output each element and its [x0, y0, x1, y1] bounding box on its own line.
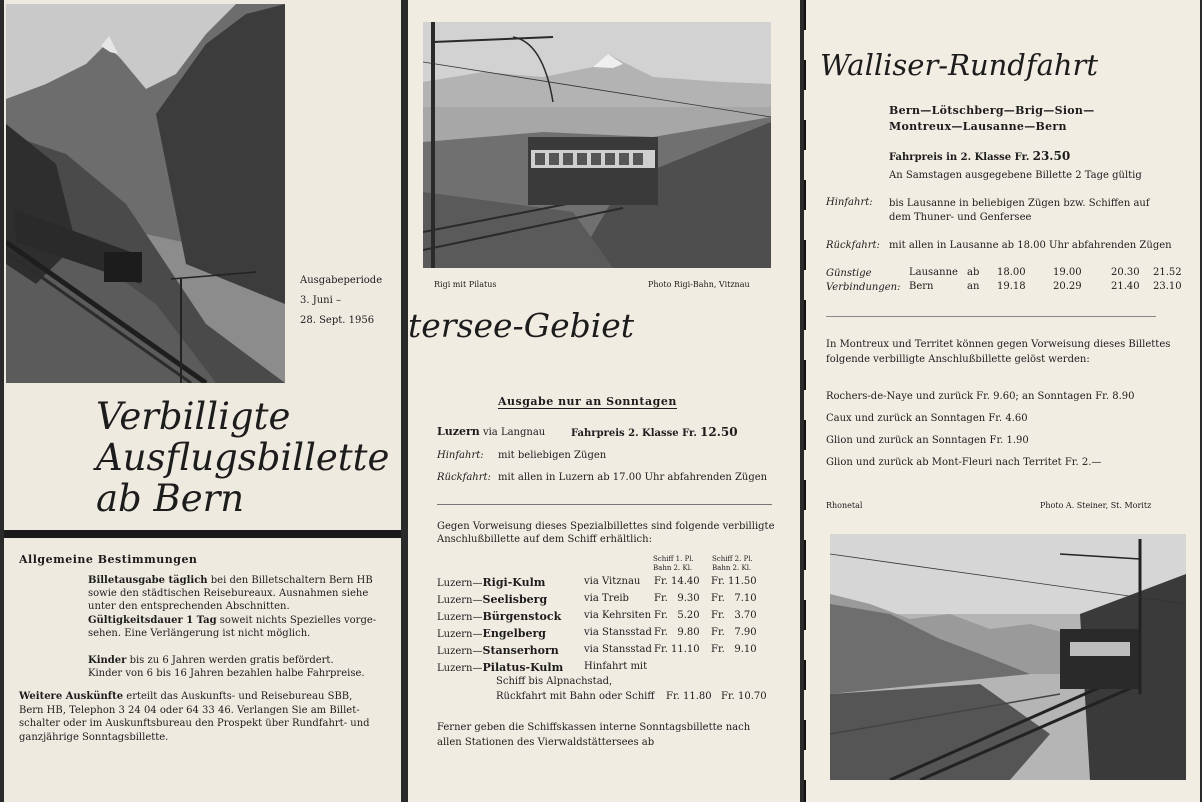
rule2-line2: sehen. Eine Verlängerung ist nicht möglich. [88, 628, 311, 639]
rule1-rest: bei den Billetschaltern Bern HB [207, 575, 373, 586]
pilatus-line1: Hinfahrt mit [584, 661, 648, 672]
conn-time: 23.10 [1153, 281, 1182, 292]
return-text: mit allen in Luzern ab 17.00 Uhr abfahrenden Zügen [498, 472, 768, 483]
photo-caption-right: Photo A. Steiner, St. Moritz [1040, 501, 1152, 510]
issue-period [300, 271, 382, 331]
outbound-label-wrap [826, 197, 873, 208]
fare-from: Luzern— [437, 578, 483, 589]
fare-value: 12.50 [700, 425, 738, 439]
footer-line2: allen Stationen des Vierwaldstättersees ab [437, 737, 655, 748]
outbound-line1: bis Lausanne in beliebigen Zügen bzw. Schiffen auf [889, 198, 1150, 209]
fare-price-2: Fr. 11.50 [711, 576, 757, 587]
rule-ticket-issue [88, 574, 398, 613]
fare-price-2: Fr. 9.10 [711, 644, 757, 655]
return-label: Rückfahrt: [437, 472, 491, 483]
general-heading: Allgemeine Bestimmungen [19, 553, 198, 566]
title-line-1: Verbilligte [96, 395, 291, 438]
fare-from: Luzern— [437, 629, 483, 640]
route-luzern: Luzern [437, 425, 480, 438]
special-ticket-note [437, 520, 774, 546]
outbound-line2: dem Thuner- und Genfersee [889, 212, 1032, 223]
rule1-line2: sowie den städtischen Reisebureaux. Ausnahmen siehe [88, 588, 369, 599]
outbound-text [889, 197, 1150, 225]
fare-price-1: Fr. 9.80 [654, 627, 700, 638]
outbound-label: Hinfahrt: [826, 197, 873, 208]
fare-line [571, 425, 738, 439]
fare-price-1: Fr. 5.20 [654, 610, 700, 621]
rule2-rest: soweit nichts Spezielles vorge- [216, 615, 377, 626]
photo-caption-left: Rhonetal [826, 501, 863, 510]
rigi-railway-photo [423, 22, 771, 268]
fare-from: Luzern— [437, 595, 483, 606]
return-label-wrap [826, 240, 880, 251]
return-label: Rückfahrt: [826, 240, 880, 251]
col2-header [712, 555, 753, 573]
fare-price-1: Fr. 11.80 [666, 691, 712, 702]
section-divider [826, 316, 1156, 317]
fare-label: Fahrpreis 2. Klasse Fr. [571, 428, 697, 439]
conn-label2: Verbindungen: [826, 282, 901, 293]
rhone-valley-photo [830, 534, 1186, 780]
route-line2: Montreux—Lausanne—Bern [889, 120, 1067, 133]
conn-dir: an [967, 281, 980, 292]
section-title: tersee-Gebiet [408, 306, 635, 345]
title-divider [4, 530, 401, 538]
fare-value: 23.50 [1032, 149, 1071, 163]
col1-header [653, 555, 694, 573]
fare-row [437, 610, 561, 623]
fare-price-1: Fr. 9.30 [654, 593, 700, 604]
saturday-note: An Samstagen ausgegebene Billette 2 Tage gültig [889, 170, 1142, 181]
fare-label: Fahrpreis in 2. Klasse Fr. [889, 152, 1030, 163]
title-line-2: Ausflugsbillette [96, 436, 390, 479]
rule2-bold: Gültigkeitsdauer 1 Tag [88, 615, 217, 626]
right-panel [804, 0, 1200, 802]
fare-price-2: Fr. 7.10 [711, 593, 757, 604]
fold-marks [804, 0, 806, 802]
outbound-label: Hinfahrt: [437, 450, 484, 461]
conn-time: 20.29 [1053, 281, 1082, 292]
fare-price-2: Fr. 7.90 [711, 627, 757, 638]
fare-destination: Pilatus-Kulm [482, 661, 564, 674]
offer-item: Caux und zurück an Sonntagen Fr. 4.60 [826, 413, 1028, 424]
conn-time: 18.00 [997, 267, 1026, 278]
section-divider [437, 504, 772, 505]
fare-row-pilatus [437, 661, 563, 674]
rule3-line2: Kinder von 6 bis 16 Jahren bezahlen halbe Fahrpreise. [88, 668, 365, 679]
fare-destination: Engelberg [482, 627, 546, 640]
offer-item: Glion und zurück an Sonntagen Fr. 1.90 [826, 435, 1029, 446]
fare-via: via Stansstad [584, 627, 652, 638]
fare-from: Luzern— [437, 663, 483, 674]
fare-row [437, 627, 546, 640]
conn-time: 20.30 [1111, 267, 1140, 278]
pilatus-line2: Schiff bis Alpnachstad, [496, 676, 613, 687]
montreux-line2: folgende verbilligte Anschlußbillette gelöst werden: [826, 354, 1090, 365]
fare-row [437, 644, 559, 657]
info-line2: Bern HB, Telephon 3 24 04 oder 64 33 46. Verlangen Sie am Billet- [19, 704, 360, 716]
info-line3: schalter oder im Auskunftsbureau den Prospekt über Rundfahrt- und [19, 718, 370, 729]
conn-time: 21.52 [1153, 267, 1182, 278]
col1-header-line2: Bahn 2. Kl. [653, 564, 693, 572]
fare-from: Luzern— [437, 646, 483, 657]
fare-destination: Stanserhorn [482, 644, 559, 657]
rule1-line3: unter den entsprechenden Abschnitten. [88, 601, 290, 612]
fare-row [437, 593, 547, 606]
offer-item: Glion und zurück ab Mont-Fleuri nach Territet Fr. 2.— [826, 457, 1102, 468]
route-via: via Langnau [479, 427, 546, 438]
rule-validity [88, 614, 398, 640]
conn-station: Bern [909, 281, 934, 292]
photo-caption-left: Rigi mit Pilatus [434, 280, 497, 289]
fare-from: Luzern— [437, 612, 483, 623]
rule-children [88, 654, 398, 680]
connections-label [826, 267, 900, 295]
route-line [437, 425, 545, 438]
rule1-bold: Billetausgabe täglich [88, 575, 208, 586]
issue-period-label: Ausgabeperiode [300, 275, 383, 286]
special-line2: Anschlußbillette auf dem Schiff erhältlich: [437, 534, 652, 545]
return-text: mit allen in Lausanne ab 18.00 Uhr abfahrenden Zügen [889, 240, 1172, 251]
rule3-rest: bis zu 6 Jahren werden gratis befördert. [126, 655, 334, 666]
fare-via: via Kehrsiten [584, 610, 652, 621]
conn-time: 19.18 [997, 281, 1026, 292]
conn-dir: ab [967, 267, 980, 278]
sunday-heading: Ausgabe nur an Sonntagen [498, 395, 677, 408]
conn-time: 21.40 [1111, 281, 1140, 292]
footer-line1: Ferner geben die Schiffskassen interne Sonntagsbillette nach [437, 722, 751, 733]
fare-destination: Rigi-Kulm [482, 576, 546, 589]
montreux-line1: In Montreux und Territet können gegen Vorweisung dieses Billettes [826, 339, 1171, 350]
fare-price-1: Fr. 14.40 [654, 576, 700, 587]
left-panel [4, 0, 401, 802]
further-info [19, 690, 397, 744]
walliser-title: Walliser-Rundfahrt [820, 48, 1099, 82]
fare-price-1: Fr. 11.10 [654, 644, 700, 655]
rule3-bold: Kinder [88, 655, 127, 666]
info-rest: erteilt das Auskunfts- und Reisebureau SBB, [123, 691, 353, 702]
offers-list [826, 386, 1134, 474]
fare-via: via Stansstad [584, 644, 652, 655]
fare-via: via Vitznau [584, 576, 641, 587]
fare-price-2: Fr. 10.70 [721, 691, 767, 702]
title-line-3: ab Bern [96, 477, 245, 520]
conn-station: Lausanne [909, 267, 958, 278]
col2-header-line2: Bahn 2. Kl. [712, 564, 752, 572]
fare-row [437, 576, 545, 589]
col2-header-line1: Schiff 2. Pl. [712, 555, 753, 563]
route-description [889, 103, 1095, 135]
col1-header-line1: Schiff 1. Pl. [653, 555, 694, 563]
info-line4: ganzjährige Sonntagsbillette. [19, 731, 169, 743]
outbound-text: mit beliebigen Zügen [498, 450, 607, 461]
fare-via: via Treib [584, 593, 629, 604]
issue-period-from: 3. Juni – [300, 295, 341, 306]
outbound-line [437, 450, 484, 461]
issue-period-to: 28. Sept. 1956 [300, 315, 375, 326]
offer-item: Rochers-de-Naye und zurück Fr. 9.60; an Sonntagen Fr. 8.90 [826, 391, 1135, 402]
mountain-railway-photo [6, 4, 285, 383]
montreux-note [826, 337, 1170, 367]
fare-line [889, 149, 1070, 163]
internal-tickets-note [437, 720, 750, 750]
photo-caption-right: Photo Rigi-Bahn, Vitznau [648, 280, 750, 289]
conn-label1: Günstige [826, 268, 872, 279]
info-bold: Weitere Auskünfte [19, 691, 124, 702]
return-line [437, 472, 491, 483]
fare-price-2: Fr. 3.70 [711, 610, 757, 621]
special-line1: Gegen Vorweisung dieses Spezialbillettes sind folgende verbilligte [437, 521, 775, 532]
fare-destination: Seelisberg [482, 593, 548, 606]
middle-panel [408, 0, 800, 802]
route-line1: Bern—Lötschberg—Brig—Sion— [889, 104, 1095, 117]
fare-destination: Bürgenstock [482, 610, 562, 623]
conn-time: 19.00 [1053, 267, 1082, 278]
brochure-title [96, 396, 389, 519]
pilatus-line3: Rückfahrt mit Bahn oder Schiff [496, 691, 655, 702]
